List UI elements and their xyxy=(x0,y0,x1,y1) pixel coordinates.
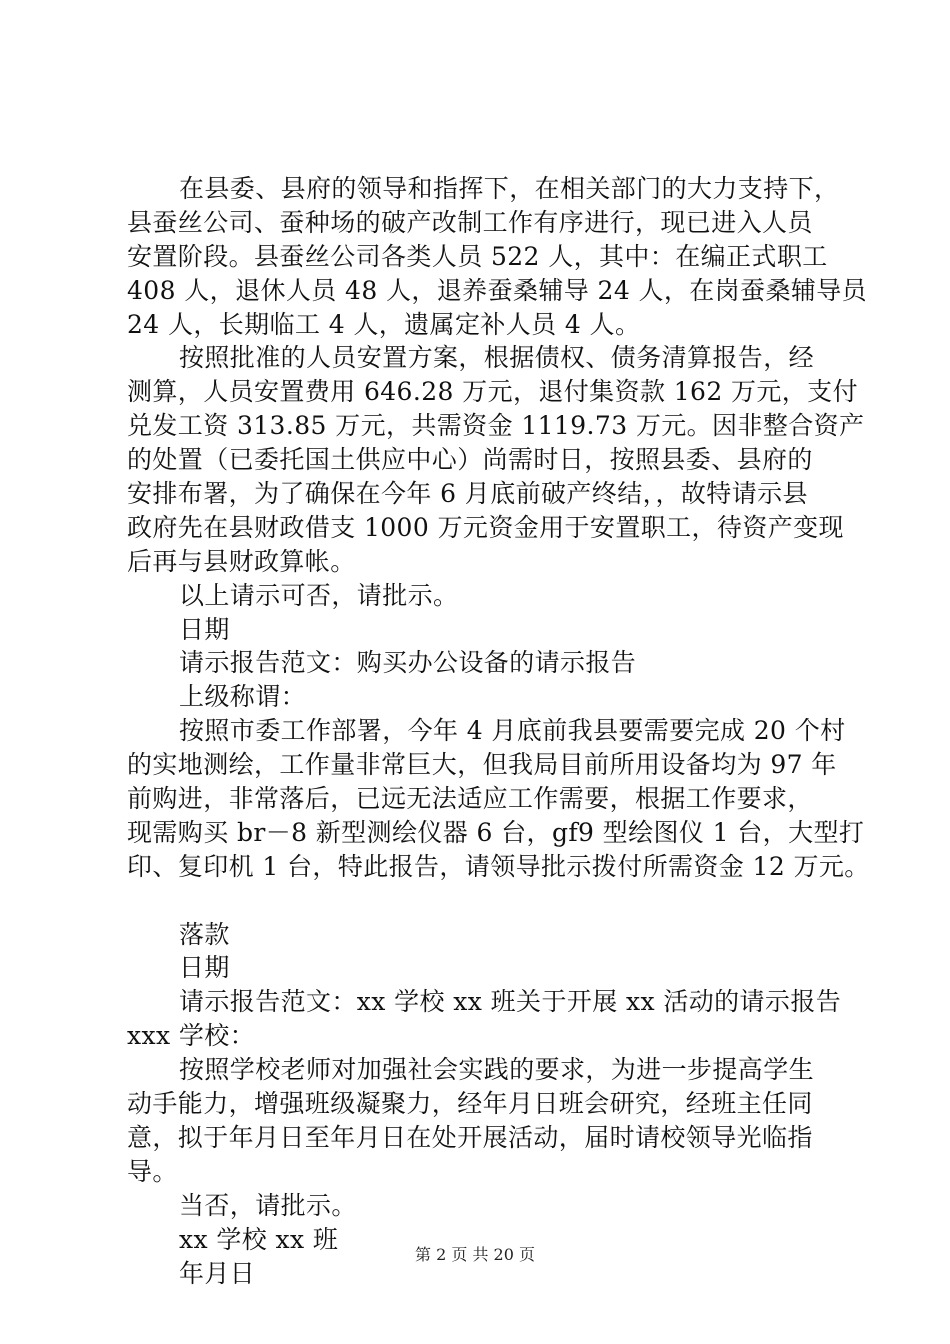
text-line: 请示报告范文：购买办公设备的请示报告 xyxy=(179,648,637,678)
text-line: 的实地测绘，工作量非常巨大，但我局目前所用设备均为 97 年 xyxy=(127,750,837,780)
text-line: 导。 xyxy=(127,1156,178,1186)
text-line: 请示报告范文：xx 学校 xx 班关于开展 xx 活动的请示报告 xyxy=(179,987,842,1017)
text-line: 意，拟于年月日至年月日在处开展活动，届时请校领导光临指 xyxy=(127,1122,813,1152)
text-line: 政府先在县财政借支 1000 万元资金用于安置职工，待资产变现 xyxy=(127,512,844,542)
text-line: 在县委、县府的领导和指挥下，在相关部门的大力支持下， xyxy=(179,174,840,203)
blank-line xyxy=(127,884,847,918)
text-line: 安置阶段。县蚕丝公司各类人员 522 人，其中：在编正式职工 xyxy=(127,241,828,271)
text-line: 年月日 xyxy=(179,1258,256,1288)
page-footer: 第 2 页 共 20 页 xyxy=(415,1245,535,1264)
text-line: xx 学校 xx 班 xyxy=(179,1224,339,1254)
text-line: 当否，请批示。 xyxy=(179,1190,357,1220)
text-line: 上级称谓： xyxy=(179,682,307,712)
text-line: xxx 学校： xyxy=(127,1021,256,1051)
text-line: 兑发工资 313.85 万元，共需资金 1119.73 万元。因非整合资产 xyxy=(127,411,865,441)
text-line: 安排布署，为了确保在今年 6 月底前破产终结，，故特请示县 xyxy=(127,479,808,509)
document-body xyxy=(127,172,870,1290)
text-line: 日期 xyxy=(179,614,230,644)
text-line: 测算，人员安置费用 646.28 万元，退付集资款 162 万元，支付 xyxy=(127,377,858,407)
text-line: 按照学校老师对加强社会实践的要求，为进一步提高学生 xyxy=(179,1055,815,1085)
text-line: 落款 xyxy=(179,919,230,949)
text-line: 408 人，退休人员 48 人，退养蚕桑辅导 24 人，在岗蚕桑辅导员 xyxy=(127,275,868,305)
text-line: 后再与县财政算帐。 xyxy=(127,546,356,576)
text-line: 以上请示可否，请批示。 xyxy=(179,580,459,610)
text-line: 印、复印机 1 台，特此报告，请领导批示拨付所需资金 12 万元。 xyxy=(127,851,870,881)
text-line: 动手能力，增强班级凝聚力，经年月日班会研究，经班主任同 xyxy=(127,1089,813,1119)
text-line: 按照批准的人员安置方案，根据债权、债务清算报告，经 xyxy=(179,343,815,373)
text-line: 按照市委工作部署，今年 4 月底前我县要需要完成 20 个村 xyxy=(179,716,846,746)
text-line: 前购进，非常落后，已远无法适应工作需要，根据工作要求， xyxy=(127,784,813,814)
text-line: 的处置（已委托国土供应中心）尚需时日，按照县委、县府的 xyxy=(127,445,813,475)
text-line: 24 人，长期临工 4 人，遗属定补人员 4 人。 xyxy=(127,309,641,339)
text-line: 现需购买 br－8 新型测绘仪器 6 台，gf9 型绘图仪 1 台，大型打 xyxy=(127,817,865,847)
text-line: 日期 xyxy=(179,953,230,983)
text-line: 县蚕丝公司、蚕种场的破产改制工作有序进行，现已进入人员 xyxy=(127,207,813,237)
